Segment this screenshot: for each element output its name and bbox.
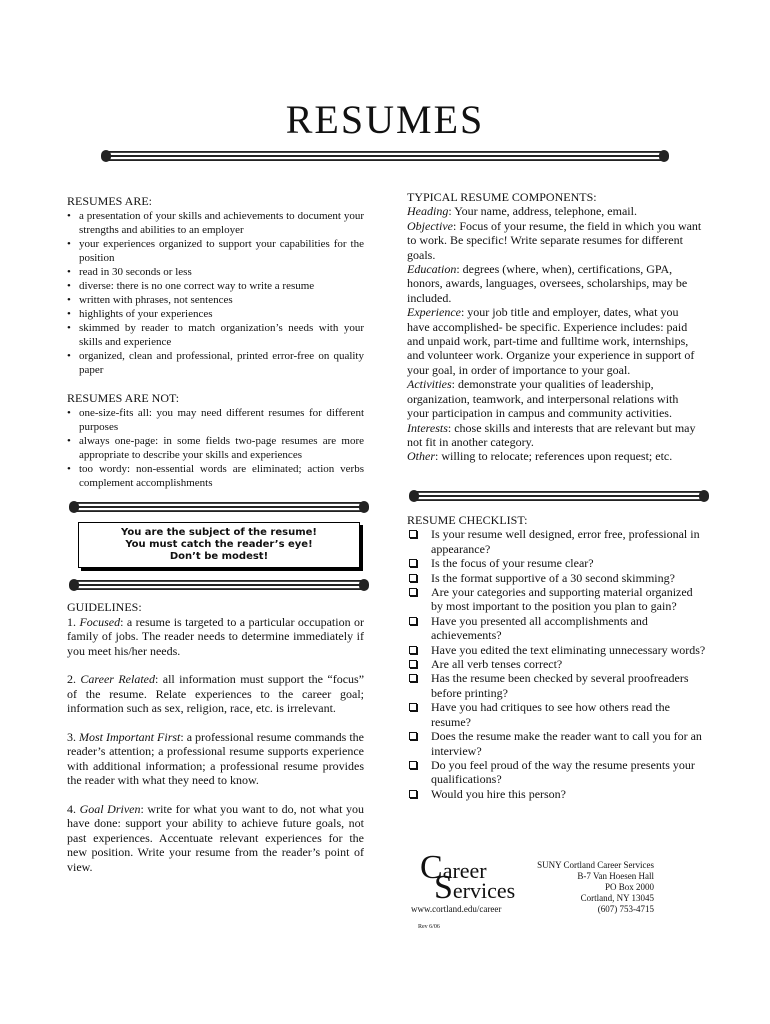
component-item xyxy=(407,262,703,305)
guideline-text: : write for what you want to do, not what you have done: support your ability to achieve future goals, not past experiences. Accentuate relevant experiences for the new position. Write your resume from the reader’s point of view. xyxy=(67,801,365,874)
logo-word-career: areer xyxy=(442,858,487,883)
guideline-text: : a resume is targeted to a particular occupation or family of jobs. The reader needs to determine immediately if you meet his/her needs. xyxy=(67,614,364,658)
component-term: Interests xyxy=(407,420,448,435)
component-item xyxy=(407,421,703,450)
checklist-item xyxy=(407,657,707,671)
left-divider-2 xyxy=(72,580,366,590)
checklist-text: Have you presented all accomplishments and achievements? xyxy=(431,613,648,643)
guideline-term: Career Related xyxy=(80,672,156,686)
list-item: • skimmed by reader to match organization’s needs with your skills and experience xyxy=(67,321,364,349)
component-text: : Focus of your resume, the field in which you want to work. Be specific! Write separate resumes for different goals. xyxy=(407,218,702,262)
components-section xyxy=(407,190,703,464)
career-address xyxy=(520,860,654,915)
logo-word-services: ervices xyxy=(452,878,516,903)
checkbox-icon xyxy=(409,617,417,625)
career-url: www.cortland.edu/career xyxy=(411,904,502,914)
list-item: • always one-page: in some fields two-page resumes are more appropriate to describe your skills and experiences xyxy=(67,434,364,462)
checklist-text: Have you had critiques to see how others read the resume? xyxy=(431,700,670,729)
resumes-are-section xyxy=(67,194,364,377)
guideline-item xyxy=(67,802,364,875)
resumes-are-not-heading: RESUMES ARE NOT: xyxy=(67,391,180,405)
component-text: : your job title and employer, dates, what you have accomplished- be specific. Experience includes: paid and unpaid work, part-time and fulltime work, internships, and volunteer work. Organize your experience in support of your goal, in order of importance to your goal. xyxy=(407,305,695,377)
callout-line-1: You are the subject of the resume! xyxy=(121,527,317,538)
guideline-number: 2. xyxy=(67,672,81,686)
checklist-item xyxy=(407,700,707,729)
guideline-text: : a professional resume commands the reader’s attention; a professional resume supports experience with additional information; a professional resume provides the reader with what they need to know. xyxy=(67,729,365,787)
component-item xyxy=(407,449,703,463)
checkbox-icon xyxy=(409,574,417,582)
guideline-term: Goal Driven xyxy=(79,801,141,816)
component-term: Heading xyxy=(407,204,449,219)
component-item xyxy=(407,305,703,377)
revision-note: Rev 6/06 xyxy=(418,924,440,930)
list-item: • diverse: there is no one correct way to write a resume xyxy=(67,279,364,293)
guideline-term: Most Important First xyxy=(79,729,181,744)
component-term: Objective xyxy=(407,218,453,233)
checklist-text: Is the focus of your resume clear? xyxy=(431,556,594,571)
address-line: Cortland, NY 13045 xyxy=(580,893,654,903)
checklist-text: Are your categories and supporting material organized by most important to the position you plan to gain? xyxy=(431,585,693,614)
checklist-text: Is the format supportive of a 30 second skimming? xyxy=(431,570,675,585)
logo-letter-s: S xyxy=(434,869,453,906)
checkbox-icon xyxy=(409,530,417,538)
checklist-item xyxy=(407,729,707,758)
checklist-item xyxy=(407,643,707,657)
component-item xyxy=(407,204,703,218)
guideline-item xyxy=(67,615,364,659)
checklist-item xyxy=(407,585,707,614)
address-line: B-7 Van Hoesen Hall xyxy=(577,871,654,881)
guideline-text: : all information must support the “focus” of the resume. Relate experiences to the career goal; information such as sex, religion, race, etc. is irrelevant. xyxy=(67,672,365,715)
component-term: Activities xyxy=(407,377,452,392)
checkbox-icon xyxy=(409,761,417,769)
checklist-text: Have you edited the text eliminating unnecessary words? xyxy=(431,642,706,657)
list-item: • a presentation of your skills and achievements to document your strengths and abilities to an employer xyxy=(67,209,364,237)
checklist-item xyxy=(407,556,707,570)
list-item: • one-size-fits all: you may need different resumes for different purposes xyxy=(67,406,364,434)
components-heading: TYPICAL RESUME COMPONENTS: xyxy=(407,190,597,204)
address-line: PO Box 2000 xyxy=(604,882,654,892)
address-line: (607) 753-4715 xyxy=(597,904,654,914)
checkbox-icon xyxy=(409,790,417,798)
list-item: • your experiences organized to support your capabilities for the position xyxy=(67,237,364,265)
checklist-item xyxy=(407,571,707,585)
component-text: : demonstrate your qualities of leadership, organization, teamwork, and interpersonal relations with your participation in campus and community activities. xyxy=(407,377,679,421)
checklist-text: Would you hire this person? xyxy=(431,786,567,801)
component-term: Other xyxy=(407,449,435,464)
components-list xyxy=(407,204,703,463)
title-divider xyxy=(104,151,666,161)
callout-box xyxy=(78,522,360,568)
component-text: : degrees (where, when), certifications, GPA, honors, awards, languages, oversees, scholarships, may be included. xyxy=(407,262,688,305)
checklist-text: Does the resume make the reader want to call you for an interview? xyxy=(431,729,702,758)
checklist-item xyxy=(407,671,707,700)
checklist-text: Are all verb tenses correct? xyxy=(431,657,563,672)
guideline-item xyxy=(67,730,364,788)
component-text: : chose skills and interests that are relevant but may not fit in another category. xyxy=(407,420,696,449)
guideline-term: Focused xyxy=(79,614,121,629)
page-title: RESUMES xyxy=(285,97,485,142)
checklist-heading: RESUME CHECKLIST: xyxy=(407,513,528,527)
callout-line-2: You must catch the reader’s eye! xyxy=(125,539,313,550)
checklist-section xyxy=(407,513,707,801)
checklist-item xyxy=(407,614,707,643)
checklist-text: Do you feel proud of the way the resume presents your qualifications? xyxy=(431,757,695,787)
guidelines-section xyxy=(67,600,364,888)
left-divider-1 xyxy=(72,502,366,512)
checkbox-icon xyxy=(409,703,417,711)
callout-line-3: Don’t be modest! xyxy=(169,551,269,562)
component-text: : willing to relocate; references upon request; etc. xyxy=(435,449,673,464)
checkbox-icon xyxy=(409,674,417,682)
guideline-number: 1. xyxy=(67,614,80,629)
checkbox-icon xyxy=(409,660,417,668)
list-item: • too wordy: non-essential words are eliminated; action verbs complement accomplishments xyxy=(67,462,364,490)
checklist-item xyxy=(407,787,707,801)
checklist-item xyxy=(407,758,707,787)
resumes-are-not-section xyxy=(67,391,364,490)
resumes-are-not-list xyxy=(67,406,364,490)
guideline-number: 4. xyxy=(67,801,80,816)
component-item xyxy=(407,219,703,262)
address-line: SUNY Cortland Career Services xyxy=(537,860,654,870)
list-item: • written with phrases, not sentences xyxy=(67,293,364,307)
list-item: • highlights of your experiences xyxy=(67,307,364,321)
component-text: : Your name, address, telephone, email. xyxy=(448,204,637,219)
checklist-item xyxy=(407,527,707,556)
checkbox-icon xyxy=(409,559,417,567)
checkbox-icon xyxy=(409,732,417,740)
checklist-text: Has the resume been checked by several proofreaders before printing? xyxy=(431,671,689,700)
list-item: • read in 30 seconds or less xyxy=(67,265,364,279)
component-term: Experience xyxy=(407,305,461,320)
guideline-item xyxy=(67,672,364,716)
list-item: • organized, clean and professional, printed error-free on quality paper xyxy=(67,349,364,377)
resumes-are-list xyxy=(67,209,364,377)
right-divider xyxy=(412,491,706,501)
resumes-are-heading: RESUMES ARE: xyxy=(67,194,153,208)
checkbox-icon xyxy=(409,646,417,654)
guideline-number: 3. xyxy=(67,729,80,744)
guidelines-list xyxy=(67,615,364,875)
checklist-list xyxy=(407,527,707,801)
logo-letter-c: C xyxy=(420,849,443,886)
component-term: Education xyxy=(407,262,457,277)
guidelines-heading: GUIDELINES: xyxy=(67,600,142,614)
checklist-text: Is your resume well designed, error free, professional in appearance? xyxy=(431,527,700,556)
component-item xyxy=(407,377,703,420)
checkbox-icon xyxy=(409,588,417,596)
